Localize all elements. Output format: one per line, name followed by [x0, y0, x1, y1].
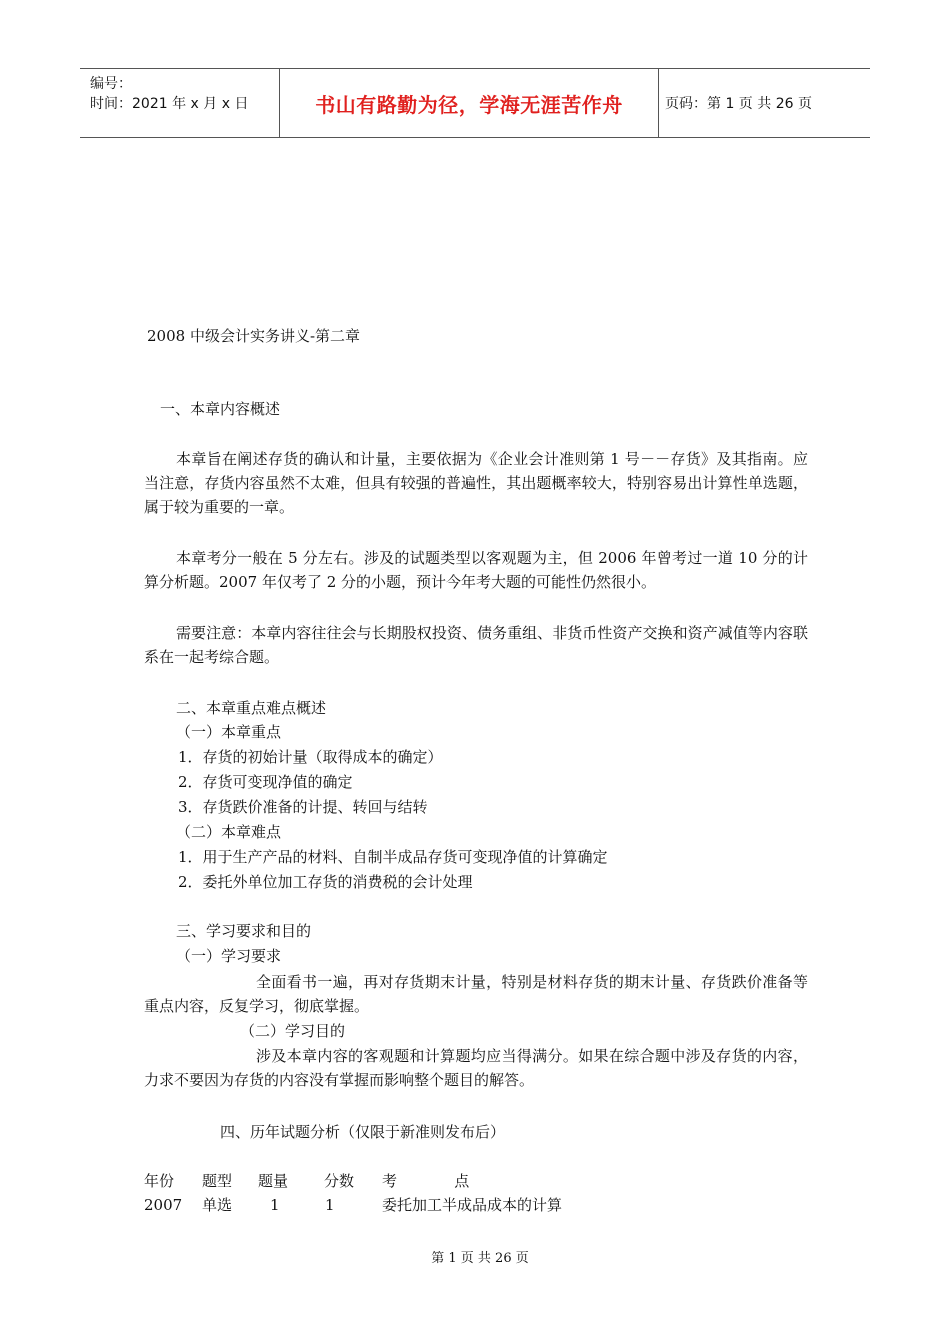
section-3-subheading-1: （一）学习要求 — [176, 947, 282, 965]
section-2-subheading-1: （一）本章重点 — [176, 723, 282, 741]
table-cell-count: 1 — [270, 1196, 280, 1214]
section-3-paragraph-2: 涉及本章内容的客观题和计算题均应当得满分。如果在综合题中涉及存货的内容，力求不要因为存货的内容没有掌握而影响整个题目的解答。 — [144, 1047, 808, 1089]
section-2-item-1: 1．存货的初始计量（取得成本的确定） — [178, 748, 443, 766]
section-3-subheading-2: （二）学习目的 — [240, 1022, 346, 1040]
section-4-heading: 四、历年试题分析（仅限于新准则发布后） — [220, 1123, 506, 1141]
table-header-score: 分数 — [324, 1172, 355, 1190]
section-1-paragraph-1: 本章旨在阐述存货的确认和计量，主要依据为《企业会计准则第 1 号－－存货》及其指南。应当注意，存货内容虽然不太难，但具有较强的普遍性，其出题概率较大，特别容易出计算性单选题，属于较为重要的一章。 — [144, 450, 808, 516]
table-header-type: 题型 — [202, 1172, 233, 1190]
table-cell-score: 1 — [325, 1196, 335, 1214]
section-1-paragraph-3: 需要注意：本章内容往往会与长期股权投资、债务重组、非货币性资产交换和资产减值等内容联系在一起考综合题。 — [144, 624, 808, 666]
section-3-heading: 三、学习要求和目的 — [176, 922, 312, 940]
header-number-label: 编号： — [90, 76, 132, 92]
table-header-count: 题量 — [258, 1172, 289, 1190]
doc-title: 2008 中级会计实务讲义-第二章 — [147, 327, 361, 345]
table-cell-year: 2007 — [144, 1196, 183, 1214]
table-cell-topic: 委托加工半成品成本的计算 — [382, 1196, 563, 1214]
header-time-label: 时间：2021 年 x 月 x 日 — [90, 96, 249, 112]
section-2-item-4: 1．用于生产产品的材料、自制半成品存货可变现净值的计算确定 — [178, 848, 608, 866]
page-footer: 第 1 页 共 26 页 — [431, 1251, 529, 1266]
section-2-subheading-2: （二）本章难点 — [176, 823, 282, 841]
page-header — [80, 68, 870, 138]
header-motto: 书山有路勤为径，学海无涯苦作舟 — [280, 69, 659, 137]
header-page-code: 页码：第 1 页 共 26 页 — [665, 96, 812, 112]
section-2-heading: 二、本章重点难点概述 — [176, 699, 327, 717]
section-2-item-5: 2．委托外单位加工存货的消费税的会计处理 — [178, 873, 473, 891]
table-header-year: 年份 — [144, 1172, 175, 1190]
section-2-item-3: 3．存货跌价准备的计提、转回与结转 — [178, 798, 428, 816]
section-1-heading: 一、本章内容概述 — [160, 400, 281, 418]
table-header-topic: 考 点 — [382, 1172, 470, 1190]
section-2-item-2: 2．存货可变现净值的确定 — [178, 773, 353, 791]
section-1-paragraph-2: 本章考分一般在 5 分左右。涉及的试题类型以客观题为主，但 2006 年曾考过一道 10 分的计算分析题。2007 年仅考了 2 分的小题，预计今年考大题的可能性仍然很小。 — [144, 549, 808, 591]
table-cell-type: 单选 — [202, 1196, 233, 1214]
section-3-paragraph-1: 全面看书一遍，再对存货期末计量，特别是材料存货的期末计量、存货跌价准备等重点内容，反复学习，彻底掌握。 — [144, 973, 808, 1015]
header-meta — [80, 69, 280, 137]
